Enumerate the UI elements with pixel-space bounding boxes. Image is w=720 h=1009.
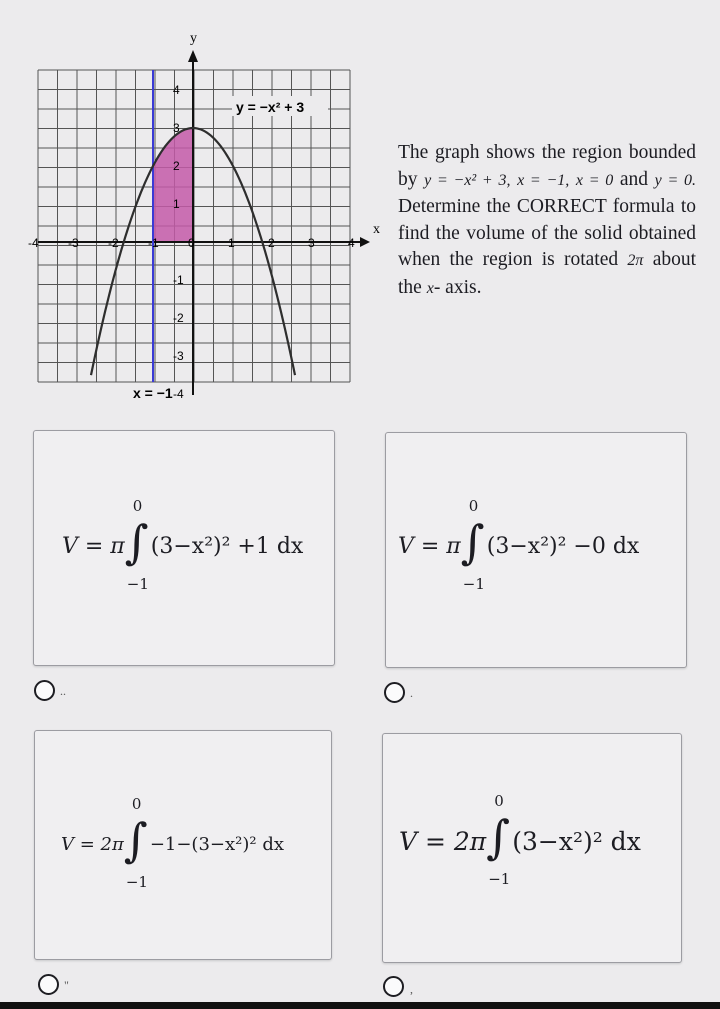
option-card-4[interactable] [382, 733, 682, 963]
line-label: x = −1 [133, 385, 173, 401]
x-tick-label: 1 [228, 236, 235, 250]
formula-prefix: V = π [62, 533, 125, 559]
x-tick-label: -2 [108, 236, 119, 250]
formula-body: −1−(3−x²)² dx [149, 833, 284, 855]
integral-upper-limit: 0 [131, 795, 142, 813]
equation-x-minus-1: x = −1, [517, 171, 570, 189]
option-card-1[interactable] [33, 430, 335, 666]
x-tick-label: -4 [28, 236, 39, 250]
y-axis-label: y [190, 31, 197, 46]
question-and: and [619, 168, 649, 190]
shaded-region [153, 128, 193, 242]
y-tick-label: 4 [173, 83, 180, 97]
equation-two-pi: 2π [627, 252, 644, 269]
integral-lower-limit: −1 [125, 873, 148, 891]
integral-sign: 0 ∫ −1 [460, 497, 485, 593]
radio-mark-4: , [410, 982, 413, 996]
integral-sign: 0 ∫ −1 [123, 795, 148, 891]
option-card-3[interactable] [34, 730, 332, 960]
option-formula-3 [61, 795, 284, 891]
integral-upper-limit: 0 [132, 497, 143, 515]
option-radio-1[interactable] [34, 680, 55, 701]
equation-y-zero: y = 0. [654, 171, 697, 189]
y-tick-label: 3 [173, 121, 180, 135]
y-tick-label: -2 [173, 311, 184, 325]
screen-bottom-edge [0, 1002, 720, 1009]
x-tick-label: -1 [148, 236, 159, 250]
integral-upper-limit: 0 [468, 497, 479, 515]
y-tick-label: -4 [173, 387, 184, 401]
x-tick-label: 0 [188, 236, 195, 250]
equation-parabola: y = −x² + 3, [424, 171, 511, 189]
question-part-4: - axis. [433, 276, 482, 298]
formula-body: (3−x²)² −0 dx [486, 533, 640, 559]
y-tick-label: -1 [173, 273, 184, 287]
integral-lower-limit: −1 [126, 575, 149, 593]
x-tick-label: 3 [308, 236, 315, 250]
region-graph [0, 0, 380, 420]
integral-lower-limit: −1 [462, 575, 485, 593]
y-tick-label: -3 [173, 349, 184, 363]
option-radio-3[interactable] [38, 974, 59, 995]
y-tick-label: 2 [173, 159, 180, 173]
y-axis-arrow [188, 50, 198, 62]
formula-prefix: V = π [398, 533, 461, 559]
option-radio-4[interactable] [383, 976, 404, 997]
formula-body: (3−x²)² dx [512, 826, 641, 856]
x-tick-label: 2 [268, 236, 275, 250]
integral-upper-limit: 0 [494, 792, 504, 810]
option-formula-1 [62, 497, 304, 593]
option-formula-4 [399, 792, 641, 888]
x-axis-arrow [360, 237, 370, 247]
option-radio-2[interactable] [384, 682, 405, 703]
radio-mark-1: .. [60, 684, 66, 698]
x-axis-label: x [373, 222, 380, 237]
integral-sign: 0 ∫ −1 [124, 497, 149, 593]
formula-body: (3−x²)² +1 dx [150, 533, 304, 559]
formula-prefix: V = 2π [399, 826, 487, 856]
integral-sign: 0 ∫ −1 [486, 792, 511, 888]
equation-x-zero: x = 0 [575, 171, 614, 189]
x-tick-label: 4 [348, 236, 355, 250]
radio-mark-2: . [410, 686, 413, 700]
question-part-2: Determine the CORRECT formula to find the volume of the solid obtained when the region is rotated [398, 196, 696, 270]
radio-mark-3: " [64, 978, 69, 992]
curve-label: y = −x² + 3 [236, 99, 305, 115]
formula-prefix: V = 2π [61, 833, 124, 855]
option-formula-2 [398, 497, 640, 593]
integral-lower-limit: −1 [488, 870, 511, 888]
question-text [398, 140, 696, 302]
question-part-3: about the [398, 249, 697, 298]
question-part-1: The graph shows the region bounded by [398, 142, 696, 190]
x-tick-label: -3 [68, 236, 79, 250]
equation-x: x [426, 279, 434, 297]
y-tick-label: 1 [173, 197, 180, 211]
option-card-2[interactable] [385, 432, 687, 668]
